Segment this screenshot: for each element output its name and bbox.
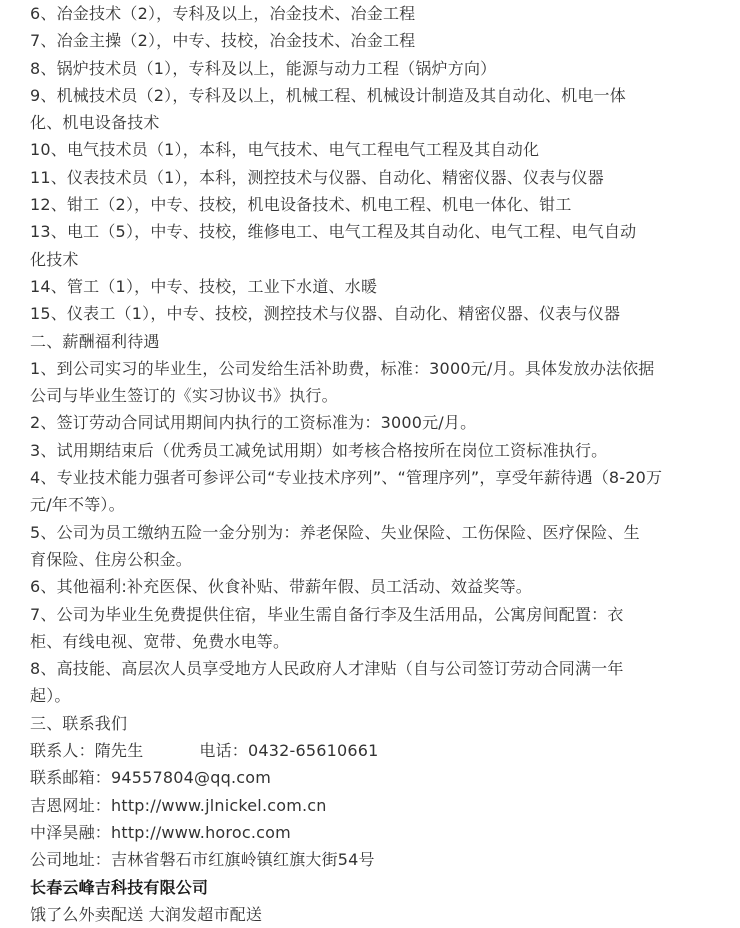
- benefit-line: 公司与毕业生签订的《实习协议书》执行。: [30, 386, 338, 406]
- company-address: 公司地址：吉林省磐石市红旗岭镇红旗大街54号: [30, 850, 375, 870]
- positions-list: [30, 0, 720, 328]
- position-line: 11、仪表技术员（1），本科，测控技术与仪器、自动化、精密仪器、仪表与仪器: [30, 167, 604, 187]
- recruitment-document: [30, 0, 720, 928]
- position-line: 化、机电设备技术: [30, 113, 160, 133]
- benefit-line: 6、其他福利:补充医保、伙食补贴、带薪年假、员工活动、效益奖等。: [30, 577, 532, 597]
- benefit-line: 柜、有线电视、宽带、免费水电等。: [30, 631, 290, 651]
- benefit-line: 7、公司为毕业生免费提供住宿，毕业生需自备行李及生活用品，公寓房间配置：衣: [30, 604, 624, 624]
- benefit-line: 3、试用期结束后（优秀员工减免试用期）如考核合格按所在岗位工资标准执行。: [30, 440, 608, 460]
- company-name: 长春云峰吉科技有限公司: [30, 877, 209, 897]
- benefit-line: 元/年不等）。: [30, 495, 125, 515]
- benefit-line: 育保险、住房公积金。: [30, 549, 193, 569]
- contact-section: [30, 737, 720, 873]
- benefit-line: 8、高技能、高层次人员享受地方人民政府人才津贴（自与公司签订劳动合同满一年: [30, 659, 624, 679]
- position-line: 15、仪表工（1），中专、技校，测控技术与仪器、自动化、精密仪器、仪表与仪器: [30, 304, 621, 324]
- contact-phone: 电话：0432-65610661: [199, 741, 379, 761]
- benefit-line: 5、公司为员工缴纳五险一金分别为：养老保险、失业保险、工伤保险、医疗保险、生: [30, 522, 640, 542]
- benefits-heading: 二、薪酬福利待遇: [30, 331, 160, 351]
- benefit-line: 起）。: [30, 686, 71, 706]
- position-line: 9、机械技术员（2），专科及以上，机械工程、机械设计制造及其自动化、机电一体: [30, 85, 626, 105]
- contact-person-row: [30, 737, 720, 764]
- position-line: 13、电工（5），中专、技校，维修电工、电气工程及其自动化、电气工程、电气自动: [30, 222, 637, 242]
- position-line: 7、冶金主操（2），中专、技校，冶金技术、冶金工程: [30, 31, 416, 51]
- benefit-line: 1、到公司实习的毕业生，公司发给生活补助费，标准：3000元/月。具体发放办法依据: [30, 358, 655, 378]
- position-line: 12、钳工（2），中专、技校，机电设备技术、机电工程、机电一体化、钳工: [30, 195, 572, 215]
- website-horoc: 中泽昊融：http://www.horoc.com: [30, 822, 291, 842]
- benefit-line: 2、签订劳动合同试用期间内执行的工资标准为：3000元/月。: [30, 413, 477, 433]
- position-line: 6、冶金技术（2），专科及以上，冶金技术、冶金工程: [30, 4, 416, 23]
- website-jlnickel: 吉恩网址：http://www.jlnickel.com.cn: [30, 795, 327, 815]
- benefits-list: [30, 355, 720, 710]
- contact-heading: 三、联系我们: [30, 713, 128, 733]
- contact-email: 联系邮箱：94557804@qq.com: [30, 768, 272, 788]
- position-line: 8、锅炉技术员（1），专科及以上，能源与动力工程（锅炉方向）: [30, 58, 497, 78]
- benefit-line: 4、专业技术能力强者可参评公司“专业技术序列”、“管理序列”，享受年薪待遇（8-20万: [30, 468, 663, 488]
- position-line: 化技术: [30, 249, 79, 269]
- position-line: 14、管工（1），中专、技校，工业下水道、水暖: [30, 276, 378, 296]
- footer-line: 饿了么外卖配送 大润发超市配送: [30, 904, 263, 924]
- contact-person: 联系人：隋先生: [30, 741, 144, 761]
- position-line: 10、电气技术员（1），本科，电气技术、电气工程电气工程及其自动化: [30, 140, 540, 160]
